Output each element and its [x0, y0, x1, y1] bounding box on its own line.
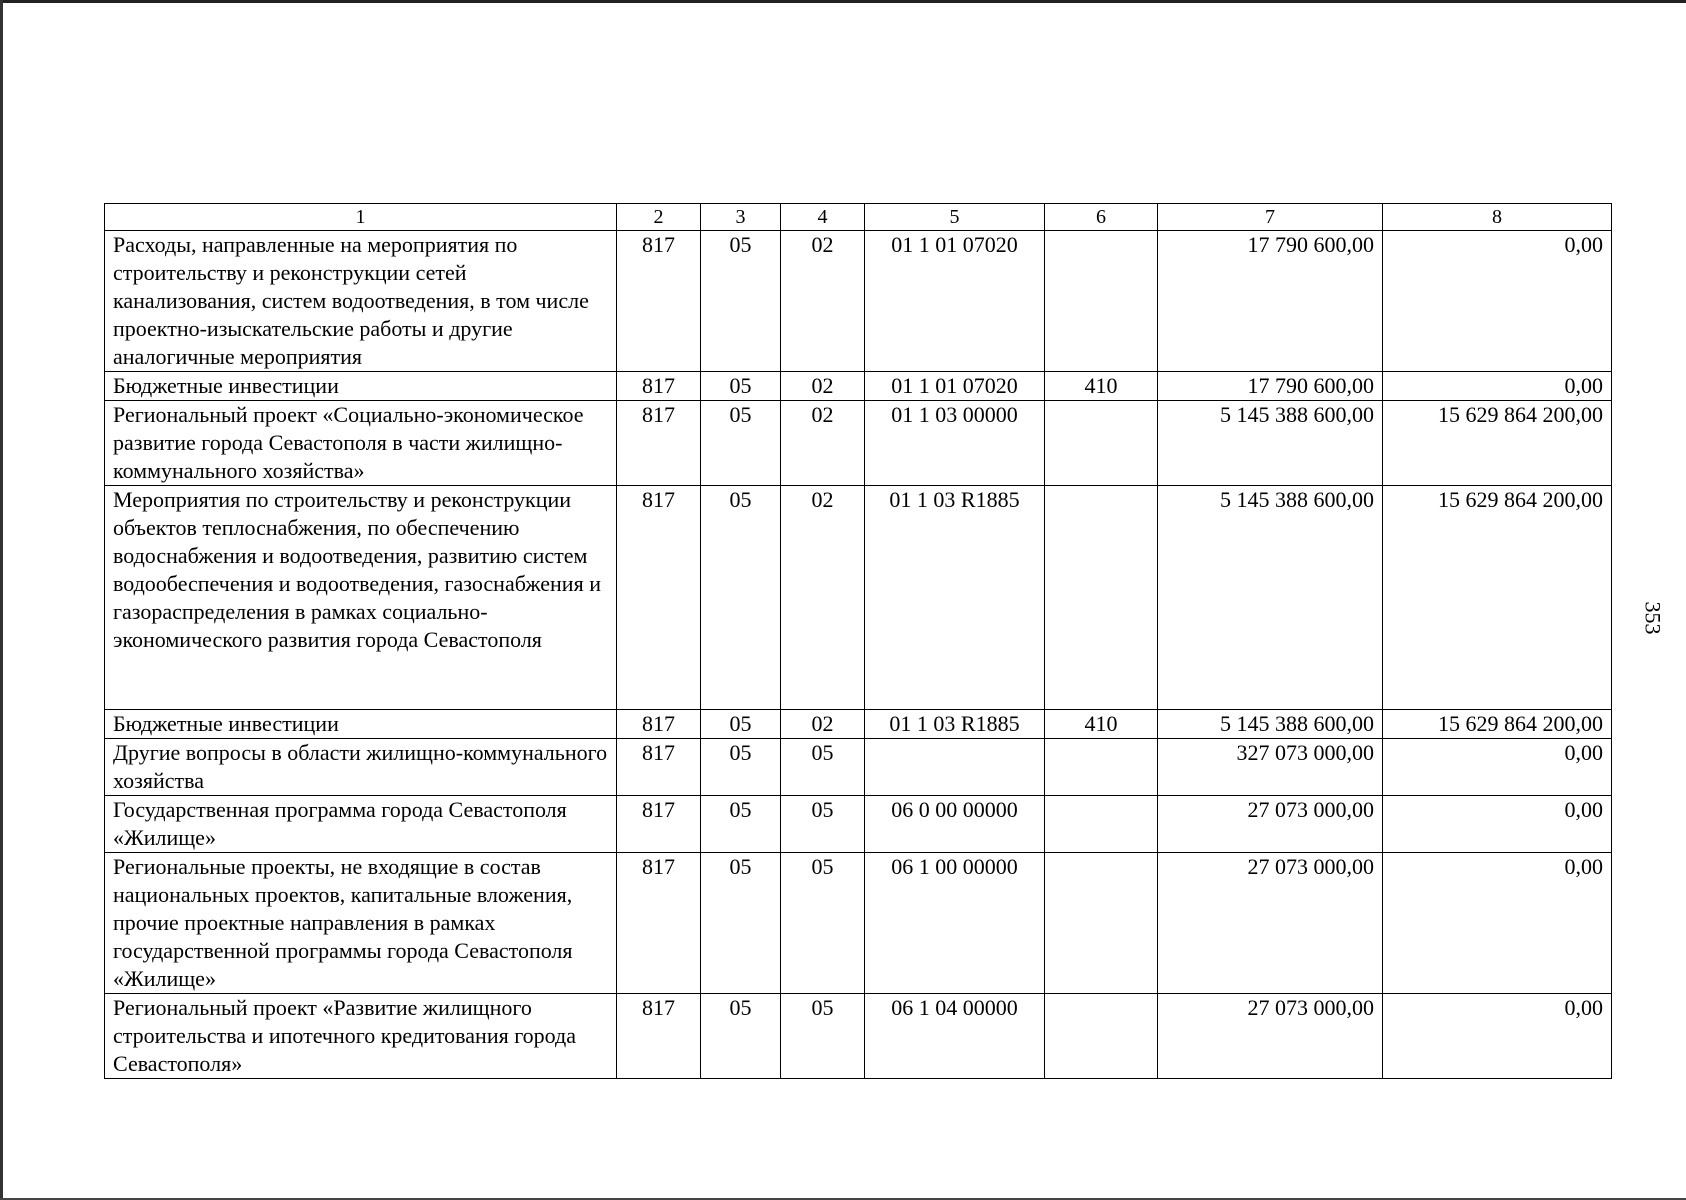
row-subsection: 02 — [781, 486, 865, 710]
row-admin-code: 817 — [617, 231, 701, 372]
row-amount-col7: 17 790 600,00 — [1158, 231, 1383, 372]
row-amount-col7: 27 073 000,00 — [1158, 853, 1383, 994]
row-amount-col8: 0,00 — [1383, 796, 1612, 853]
row-section: 05 — [701, 231, 781, 372]
row-name: Региональный проект «Развитие жилищного строительства и ипотечного кредитования города Севастополя» — [105, 994, 617, 1079]
row-subsection: 05 — [781, 853, 865, 994]
row-subsection: 02 — [781, 231, 865, 372]
header-row — [105, 204, 1612, 231]
header-cell-3: 3 — [701, 204, 781, 231]
row-section: 05 — [701, 710, 781, 739]
row-target-article: 06 1 00 00000 — [865, 853, 1045, 994]
row-admin-code: 817 — [617, 796, 701, 853]
row-amount-col8: 0,00 — [1383, 372, 1612, 401]
row-amount-col7: 27 073 000,00 — [1158, 994, 1383, 1079]
row-amount-col8: 0,00 — [1383, 853, 1612, 994]
table-row — [105, 853, 1612, 994]
table-row — [105, 739, 1612, 796]
row-amount-col7: 327 073 000,00 — [1158, 739, 1383, 796]
scan-edge-top — [0, 0, 1686, 3]
row-subsection: 05 — [781, 994, 865, 1079]
table-row — [105, 372, 1612, 401]
row-expense-type: 410 — [1045, 710, 1158, 739]
row-admin-code: 817 — [617, 401, 701, 486]
row-subsection: 02 — [781, 401, 865, 486]
row-amount-col7: 5 145 388 600,00 — [1158, 486, 1383, 710]
row-target-article — [865, 739, 1045, 796]
row-name: Региональные проекты, не входящие в состав национальных проектов, капитальные вложения, прочие проектные направления в рамках государственной программы города Севастополя «Жилище» — [105, 853, 617, 994]
row-section: 05 — [701, 372, 781, 401]
header-cell-5: 5 — [865, 204, 1045, 231]
row-admin-code: 817 — [617, 710, 701, 739]
row-amount-col7: 5 145 388 600,00 — [1158, 710, 1383, 739]
row-amount-col8: 0,00 — [1383, 994, 1612, 1079]
table-body — [105, 231, 1612, 1079]
row-admin-code: 817 — [617, 739, 701, 796]
row-subsection: 02 — [781, 710, 865, 739]
row-section: 05 — [701, 486, 781, 710]
row-amount-col8: 0,00 — [1383, 231, 1612, 372]
row-expense-type — [1045, 401, 1158, 486]
row-section: 05 — [701, 401, 781, 486]
row-amount-col8: 15 629 864 200,00 — [1383, 401, 1612, 486]
row-name: Мероприятия по строительству и реконструкции объектов теплоснабжения, по обеспечению водоснабжения и водоотведения, развитию систем водообеспечения и водоотведения, газоснабжения и газораспределения в рамках социально-экономического развития города Севастополя — [105, 486, 617, 710]
row-subsection: 05 — [781, 796, 865, 853]
row-admin-code: 817 — [617, 372, 701, 401]
row-expense-type — [1045, 739, 1158, 796]
header-cell-1: 1 — [105, 204, 617, 231]
row-target-article: 01 1 03 R1885 — [865, 710, 1045, 739]
row-amount-col8: 0,00 — [1383, 739, 1612, 796]
row-name: Бюджетные инвестиции — [105, 372, 617, 401]
table-header — [105, 204, 1612, 231]
row-expense-type — [1045, 853, 1158, 994]
row-expense-type — [1045, 994, 1158, 1079]
row-section: 05 — [701, 796, 781, 853]
row-admin-code: 817 — [617, 994, 701, 1079]
row-target-article: 01 1 03 R1885 — [865, 486, 1045, 710]
table-row — [105, 231, 1612, 372]
table-row — [105, 710, 1612, 739]
row-expense-type — [1045, 486, 1158, 710]
row-expense-type: 410 — [1045, 372, 1158, 401]
row-section: 05 — [701, 853, 781, 994]
header-cell-4: 4 — [781, 204, 865, 231]
table-row — [105, 401, 1612, 486]
table-row — [105, 994, 1612, 1079]
row-target-article: 01 1 03 00000 — [865, 401, 1045, 486]
row-name: Бюджетные инвестиции — [105, 710, 617, 739]
row-target-article: 01 1 01 07020 — [865, 231, 1045, 372]
row-admin-code: 817 — [617, 486, 701, 710]
budget-table — [104, 203, 1612, 1079]
row-expense-type — [1045, 796, 1158, 853]
row-amount-col8: 15 629 864 200,00 — [1383, 486, 1612, 710]
row-target-article: 06 0 00 00000 — [865, 796, 1045, 853]
row-amount-col8: 15 629 864 200,00 — [1383, 710, 1612, 739]
row-amount-col7: 5 145 388 600,00 — [1158, 401, 1383, 486]
table-row — [105, 486, 1612, 710]
row-admin-code: 817 — [617, 853, 701, 994]
scan-edge-left — [0, 0, 3, 1200]
row-name: Другие вопросы в области жилищно-коммунального хозяйства — [105, 739, 617, 796]
row-name: Региональный проект «Социально-экономическое развитие города Севастополя в части жилищно-коммунального хозяйства» — [105, 401, 617, 486]
row-target-article: 06 1 04 00000 — [865, 994, 1045, 1079]
row-section: 05 — [701, 739, 781, 796]
header-cell-2: 2 — [617, 204, 701, 231]
row-subsection: 02 — [781, 372, 865, 401]
row-section: 05 — [701, 994, 781, 1079]
row-amount-col7: 27 073 000,00 — [1158, 796, 1383, 853]
table-row — [105, 796, 1612, 853]
row-amount-col7: 17 790 600,00 — [1158, 372, 1383, 401]
row-expense-type — [1045, 231, 1158, 372]
row-name: Государственная программа города Севастополя «Жилище» — [105, 796, 617, 853]
row-target-article: 01 1 01 07020 — [865, 372, 1045, 401]
header-cell-7: 7 — [1158, 204, 1383, 231]
row-name: Расходы, направленные на мероприятия по строительству и реконструкции сетей канализования, систем водоотведения, в том числе проектно-изыскательские работы и другие аналогичные мероприятия — [105, 231, 617, 372]
header-cell-6: 6 — [1045, 204, 1158, 231]
header-cell-8: 8 — [1383, 204, 1612, 231]
page-number: 353 — [1640, 601, 1666, 635]
row-subsection: 05 — [781, 739, 865, 796]
